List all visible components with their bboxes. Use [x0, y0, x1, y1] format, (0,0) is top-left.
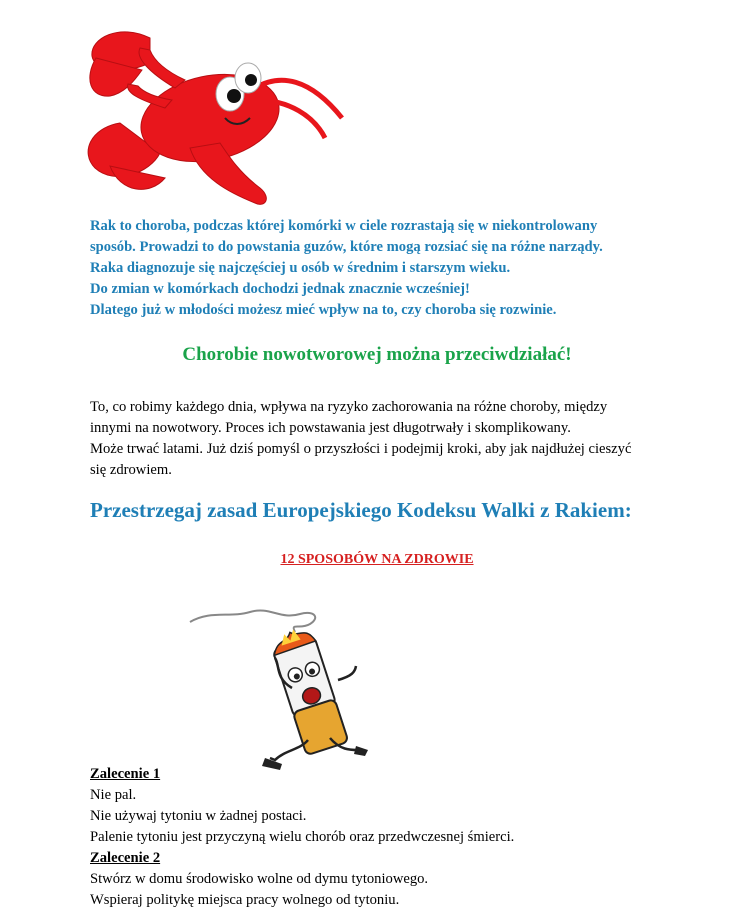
ways-heading: 12 SPOSOBÓW NA ZDROWIE — [280, 552, 474, 567]
body-paragraph — [90, 397, 690, 481]
recommendations — [90, 764, 690, 911]
recommendation-line: Nie pal. — [90, 787, 137, 803]
recommendation-line: Stwórz w domu środowisko wolne od dymu tytoniowego. — [90, 871, 429, 887]
recommendation-line: Palenie tytoniu jest przyczyną wielu chorób oraz przedwczesnej śmierci. — [90, 829, 515, 845]
paragraph-line: się zdrowiem. — [90, 462, 172, 478]
intro-line: Rak to choroba, podczas której komórki w ciele rozrastają się w niekontrolowany — [90, 218, 598, 234]
intro-line: sposób. Prowadzi to do powstania guzów, które mogą rozsiać się na różne narządy. — [90, 239, 603, 255]
intro-text — [90, 216, 710, 321]
recommendation-line: Wspieraj politykę miejsca pracy wolnego od tytoniu. — [90, 892, 400, 908]
recommendation-line: Nie używaj tytoniu w żadnej postaci. — [90, 808, 307, 824]
recommendation-title: Zalecenie 1 — [90, 766, 161, 782]
recommendation-title: Zalecenie 2 — [90, 850, 161, 866]
paragraph-line: To, co robimy każdego dnia, wpływa na ryzyko zachorowania na różne choroby, między — [90, 399, 608, 415]
code-heading: Przestrzegaj zasad Europejskiego Kodeksu Walki z Rakiem: — [90, 498, 632, 522]
prevent-heading: Chorobie nowotworowej można przeciwdziałać! — [182, 344, 572, 365]
intro-line: Do zmian w komórkach dochodzi jednak znacznie wcześniej! — [90, 281, 470, 297]
paragraph-line: innymi na nowotwory. Proces ich powstawania jest długotrwały i skomplikowany. — [90, 420, 571, 436]
paragraph-line: Może trwać latami. Już dziś pomyśl o przyszłości i podejmij kroki, aby jak najdłużej cieszyć — [90, 441, 632, 457]
lobster-plush-image — [80, 18, 350, 213]
intro-line: Dlatego już w młodości możesz mieć wpływ na to, czy choroba się rozwinie. — [90, 302, 557, 318]
intro-line: Raka diagnozuje się najczęściej u osób w średnim i starszym wieku. — [90, 260, 511, 276]
cigarette-character-image — [170, 600, 370, 775]
